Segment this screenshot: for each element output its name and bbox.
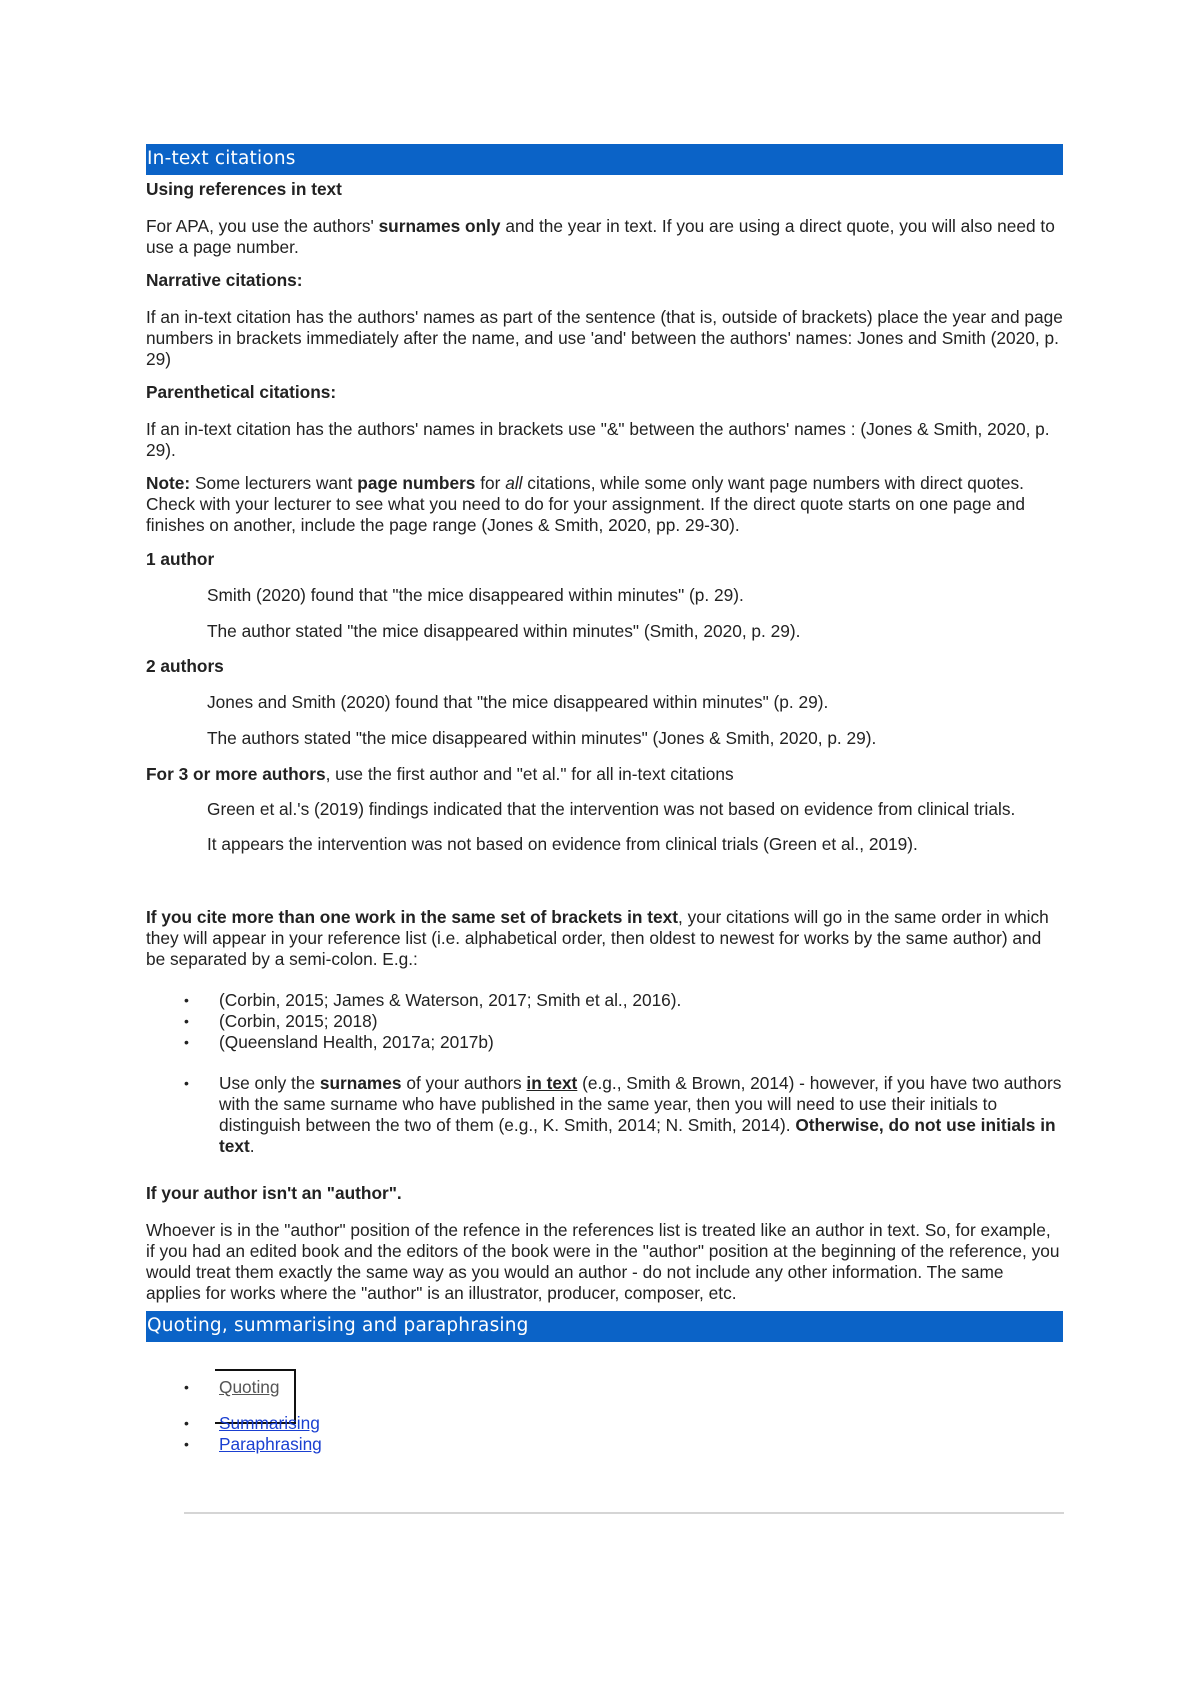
two-authors-heading: 2 authors: [146, 656, 224, 676]
example-text: (Corbin, 2015; 2018): [219, 1011, 378, 1031]
subheading-using-references: Using references in text: [146, 179, 342, 199]
intro-paragraph: [146, 216, 1063, 258]
three-authors-rest: , use the first author and "et al." for all in-text citations: [325, 764, 734, 784]
document-content: [146, 144, 1063, 1455]
three-authors-example-2: It appears the intervention was not based on evidence from clinical trials (Green et al., 2019).: [207, 834, 918, 854]
narrative-paragraph: If an in-text citation has the authors' names as part of the sentence (that is, outside of brackets) place the year and page numbers in brackets immediately after the name, and use 'and' between the authors' names: Jones and Smith (2020, p. 29): [146, 307, 1063, 369]
bullet-icon: •: [184, 1436, 189, 1452]
note-bold: page numbers: [357, 473, 476, 493]
one-author-example-1: Smith (2020) found that "the mice disappeared within minutes" (p. 29).: [207, 585, 744, 605]
bullet-icon: •: [184, 1415, 189, 1431]
narrative-heading: Narrative citations:: [146, 270, 303, 290]
list-item: [146, 1434, 1063, 1455]
section-title: In-text citations: [147, 148, 296, 169]
note-paragraph: [146, 473, 1063, 536]
surname-text-b: of your authors: [401, 1073, 527, 1093]
list-item: [146, 1073, 1063, 1157]
example-text: (Corbin, 2015; James & Waterson, 2017; Smith et al., 2016).: [219, 990, 682, 1010]
section-heading-quoting: [146, 1311, 1063, 1342]
one-author-example-2: The author stated "the mice disappeared within minutes" (Smith, 2020, p. 29).: [207, 621, 801, 641]
skills-link-list: [146, 1377, 1063, 1455]
note-italic: all: [505, 473, 523, 493]
list-item: [146, 1377, 1063, 1398]
author-heading: If your author isn't an "author".: [146, 1183, 402, 1203]
multiple-works-paragraph: [146, 907, 1063, 970]
quoting-link-wrap: [219, 1377, 280, 1398]
bullet-icon: •: [184, 1379, 189, 1395]
surname-underline: in text: [526, 1073, 578, 1093]
quoting-link[interactable]: Quoting: [219, 1377, 280, 1397]
paraphrasing-link[interactable]: Paraphrasing: [219, 1434, 322, 1454]
surname-end: .: [249, 1136, 255, 1156]
three-authors-bold: For 3 or more authors: [146, 764, 326, 784]
two-authors-example-2: The authors stated "the mice disappeared within minutes" (Jones & Smith, 2020, p. 29).: [207, 728, 877, 748]
multiple-works-rest: , your citations will go in the same order in which they will appear in your reference list (i.e. alphabetical order, then oldest to newest for works by the same author) and be separated by a semi-colon. E.g.:: [146, 907, 1049, 969]
note-label: Note:: [146, 473, 191, 493]
parenthetical-paragraph: If an in-text citation has the authors' names in brackets use "&" between the authors' names : (Jones & Smith, 2020, p. 29).: [146, 419, 1050, 460]
multiple-works-bold: If you cite more than one work in the same set of brackets in text: [146, 907, 679, 927]
author-paragraph: Whoever is in the "author" position of the refence in the references list is treated like an author in text. So, for example, if you had an edited book and the editors of the book were in the "author" position at the beginning of the reference, you would treat them exactly the same way as you would an author - do not include any other information. The same applies for works where the "author" is an illustrator, producer, composer, etc.: [146, 1220, 1060, 1303]
note-text-c: citations, while some only want page numbers with direct quotes. Check with your lecturer to see what you need to do for your assignment. If the direct quote starts on one page and finishes on another, include the page range (Jones & Smith, 2020, pp. 29-30).: [146, 473, 1025, 535]
section-title: Quoting, summarising and paraphrasing: [147, 1315, 529, 1336]
list-item: [146, 1413, 1063, 1434]
bullet-icon: •: [184, 1034, 189, 1050]
bullet-icon: •: [184, 992, 189, 1008]
note-text-b: for: [475, 473, 506, 493]
intro-text-2: and the year in text. If you are using a direct quote, you will also need to use a page number.: [146, 216, 1055, 257]
bullet-icon: •: [184, 1075, 189, 1091]
list-item: [146, 1011, 1063, 1032]
three-authors-example-1: Green et al.'s (2019) findings indicated that the intervention was not based on evidence from clinical trials.: [207, 799, 1016, 819]
summarising-link[interactable]: Summarising: [219, 1413, 320, 1433]
surname-bold: surnames: [319, 1073, 402, 1093]
three-authors-heading: [146, 764, 1063, 785]
surname-text-c: (e.g., Smith & Brown, 2014) - however, if you have two authors with the same surname who have published in the same year, then you will need to use their initials to distinguish between the two of them (e.g., K. Smith, 2014; N. Smith, 2014).: [219, 1073, 1062, 1135]
surname-text-a: Use only the: [219, 1073, 320, 1093]
example-list: [146, 990, 1063, 1053]
divider: [184, 1512, 1064, 1514]
bullet-icon: •: [184, 1013, 189, 1029]
example-text: (Queensland Health, 2017a; 2017b): [219, 1032, 494, 1052]
section-heading-in-text-citations: [146, 144, 1063, 175]
two-authors-example-1: Jones and Smith (2020) found that "the mice disappeared within minutes" (p. 29).: [207, 692, 829, 712]
intro-text-1: For APA, you use the authors': [146, 216, 379, 236]
list-item: [146, 990, 1063, 1011]
one-author-heading: 1 author: [146, 549, 215, 569]
list-item: [146, 1032, 1063, 1053]
parenthetical-heading: Parenthetical citations:: [146, 382, 337, 402]
intro-bold: surnames only: [378, 216, 501, 236]
surname-list: [146, 1073, 1063, 1157]
note-text-a: Some lecturers want: [190, 473, 358, 493]
surname-bold-2: Otherwise, do not use initials in text: [219, 1115, 1056, 1156]
